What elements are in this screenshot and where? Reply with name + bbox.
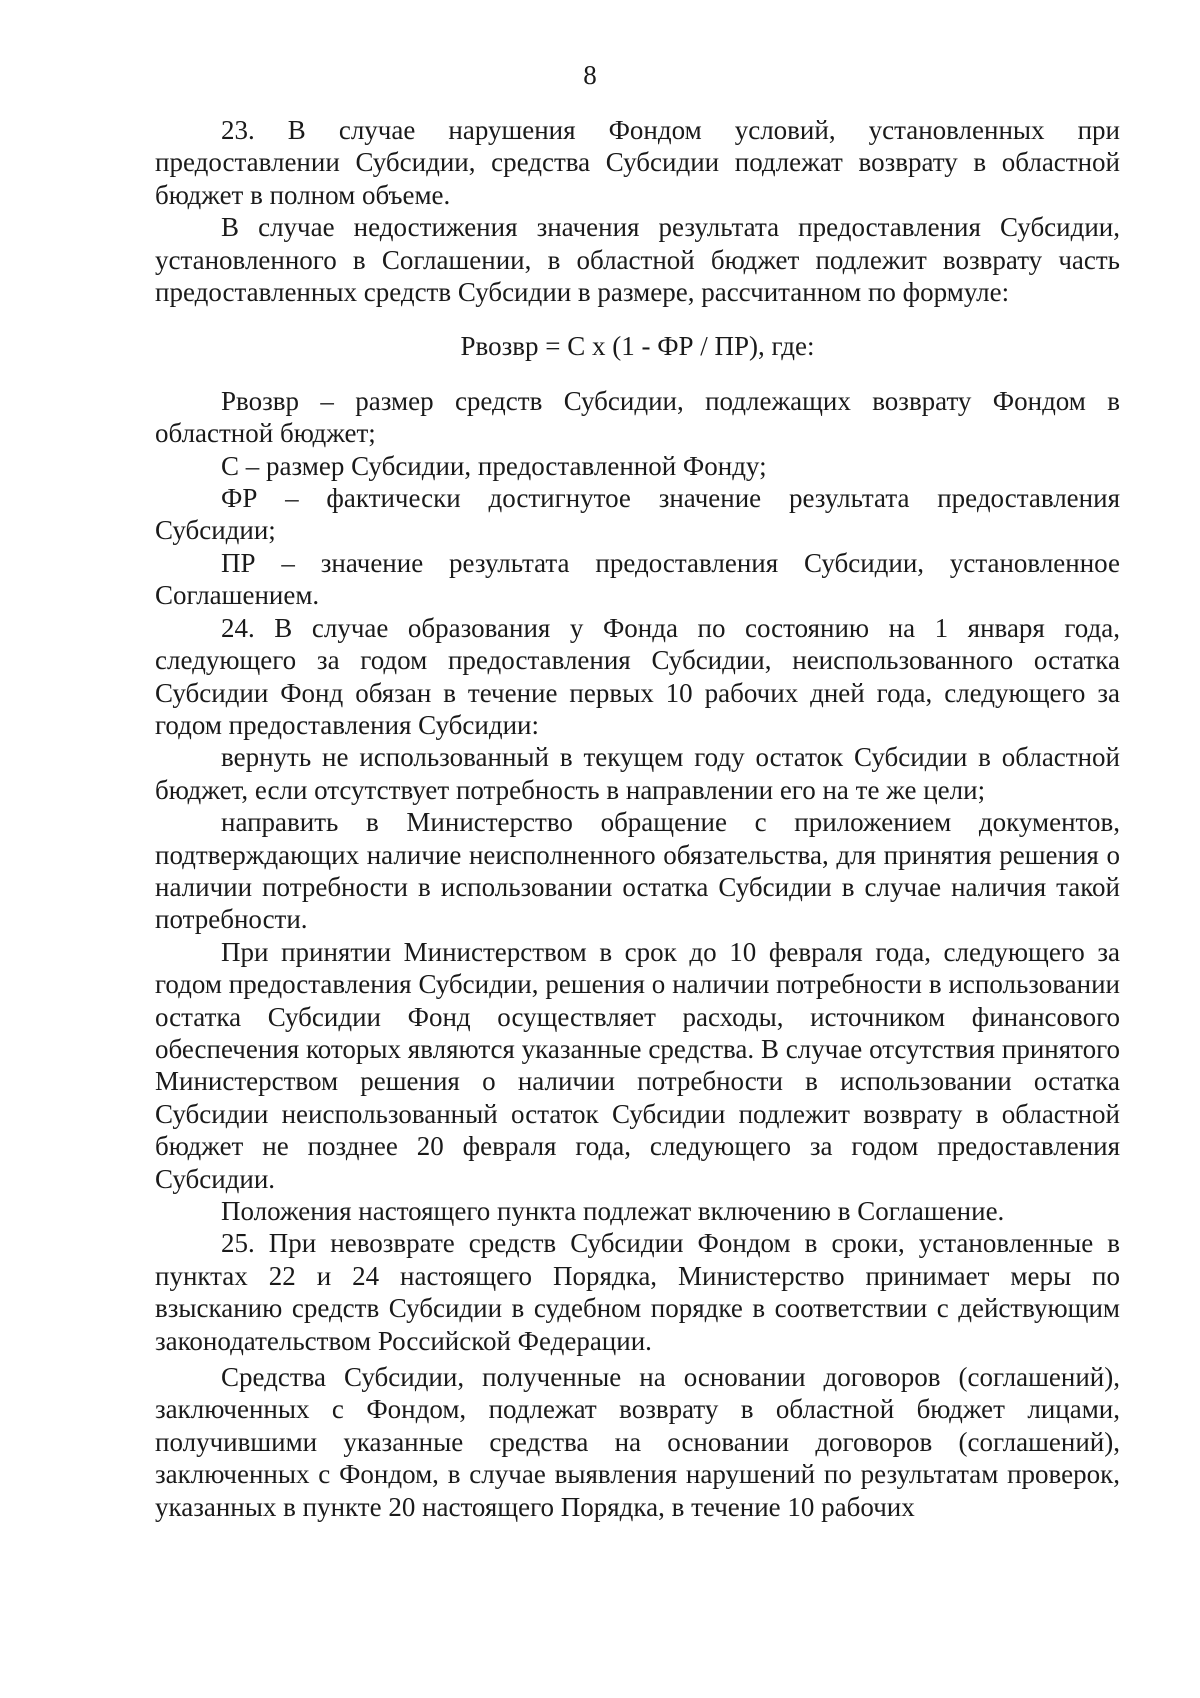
paragraph-shortfall: В случае недостижения значения результата предоставления Субсидии, установленного в Соглашении, в областной бюджет подлежит возврату часть предоставленных средств Субсидии в размере, рассчитанном по формуле:: [155, 212, 1120, 308]
paragraph-ministry-decision: При принятии Министерством в срок до 10 февраля года, следующего за годом предоставления Субсидии, решения о наличии потребности в использовании остатка Субсидии Фонд осуществляет расходы, источником финансового обеспечения которых являются указанные средства. В случае отсутствия принятого Министерством решения о наличии потребности в использовании остатка Субсидии неиспользованный остаток Субсидии подлежит возврату в областной бюджет не позднее 20 февраля года, следующего за годом предоставления Субсидии.: [155, 936, 1120, 1194]
definition-c: С – размер Субсидии, предоставленной Фонду;: [221, 450, 767, 481]
document-body: [155, 114, 1120, 1523]
paragraph-24: 24. В случае образования у Фонда по состоянию на 1 января года, следующего за годом предоставления Субсидии, неиспользованного остатка Субсидии Фонд обязан в течение первых 10 рабочих дней года, следующего за годом предоставления Субсидии:: [155, 612, 1120, 740]
paragraph-return-remainder: вернуть не использованный в текущем году остаток Субсидии в областной бюджет, если отсутствует потребность в направлении его на те же цели;: [155, 742, 1120, 805]
definition-pr: ПР – значение результата предоставления Субсидии, установленное Соглашением.: [155, 547, 1120, 611]
paragraph-send-request: направить в Министерство обращение с приложением документов, подтверждающих наличие неисполненного обязательства, для принятия решения о наличии потребности в использовании остатка Субсидии в случае наличия такой потребности.: [155, 807, 1120, 935]
definition-fr: ФР – фактически достигнутое значение результата предоставления Субсидии;: [155, 483, 1120, 546]
definition-rvozvr: Рвозвр – размер средств Субсидии, подлежащих возврату Фондом в областной бюджет;: [155, 385, 1120, 449]
formula: Рвозвр = С х (1 - ФР / ПР), где:: [460, 331, 815, 362]
paragraph-25: 25. При невозврате средств Субсидии Фондом в сроки, установленные в пунктах 22 и 24 настоящего Порядка, Министерство принимает меры по взысканию средств Субсидии в судебном порядке в соответствии с действующим законодательством Российской Федерации.: [155, 1228, 1120, 1356]
paragraph-agreement-inclusion: Положения настоящего пункта подлежат включению в Соглашение.: [221, 1196, 1005, 1226]
page-number: 8: [583, 60, 597, 90]
paragraph-23: 23. В случае нарушения Фондом условий, установленных при предоставлении Субсидии, средства Субсидии подлежат возврату в областной бюджет в полном объеме.: [155, 115, 1120, 210]
paragraph-recipients-return: Средства Субсидии, полученные на основании договоров (соглашений), заключенных с Фондом, подлежат возврату в областной бюджет лицами, получившими указанные средства на основании договоров (соглашений), заключенных с Фондом, в случае выявления нарушений по результатам проверок, указанных в пункте 20 настоящего Порядка, в течение 10 рабочих: [155, 1362, 1120, 1522]
